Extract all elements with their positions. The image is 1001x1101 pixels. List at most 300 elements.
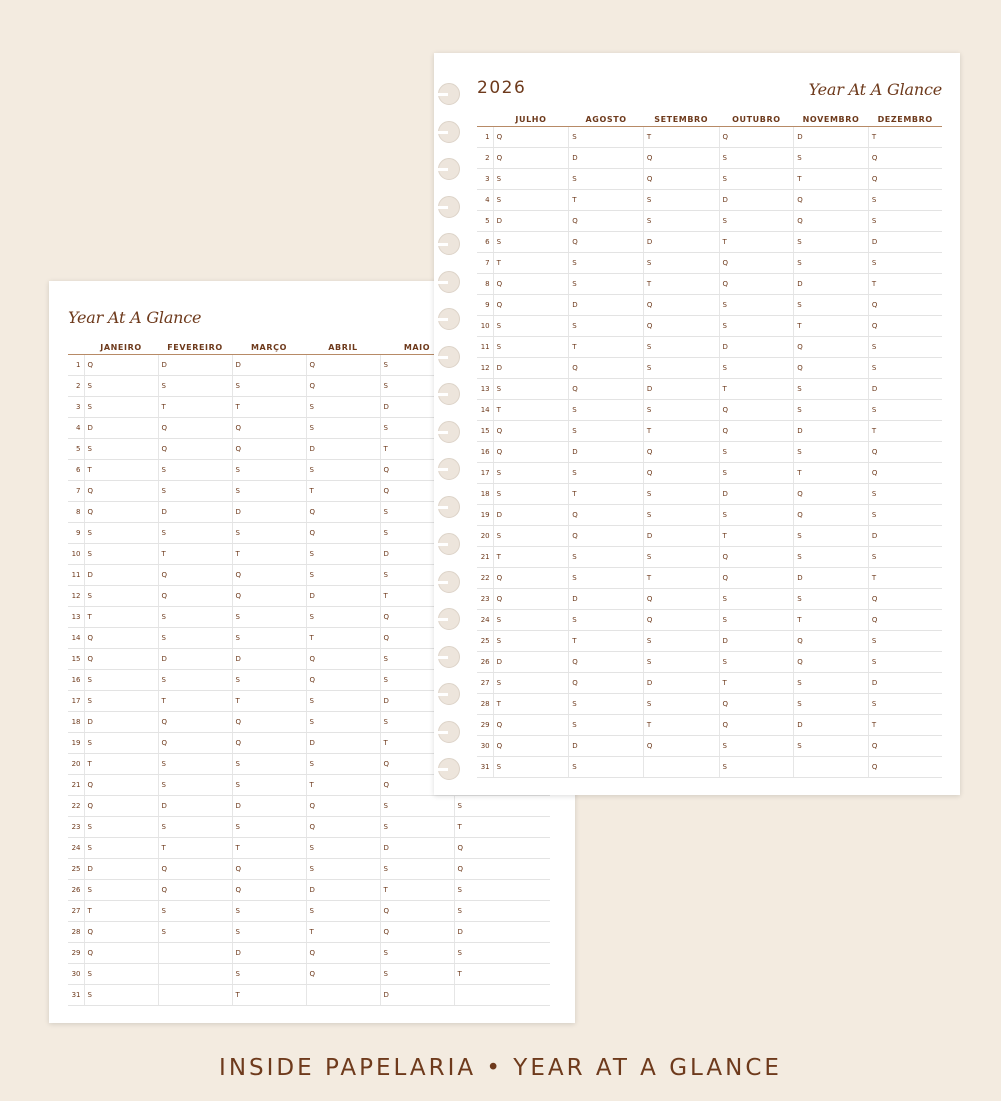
weekday-cell: S	[493, 190, 569, 211]
binder-disc-icon	[438, 83, 460, 105]
weekday-cell: T	[493, 547, 569, 568]
day-number: 3	[68, 397, 84, 418]
weekday-cell: Q	[380, 901, 454, 922]
day-number: 30	[477, 736, 493, 757]
weekday-cell: Q	[868, 463, 942, 484]
weekday-cell: D	[84, 418, 158, 439]
day-number: 22	[477, 568, 493, 589]
weekday-cell: S	[454, 796, 550, 817]
weekday-cell: S	[719, 757, 794, 778]
month-header: OUTUBRO	[719, 112, 794, 127]
weekday-cell: S	[569, 253, 644, 274]
weekday-cell: S	[84, 964, 158, 985]
weekday-cell: Q	[380, 922, 454, 943]
weekday-cell: Q	[306, 964, 380, 985]
weekday-cell: Q	[158, 859, 232, 880]
weekday-cell: T	[380, 439, 454, 460]
weekday-cell: Q	[794, 190, 869, 211]
day-row	[477, 379, 942, 400]
weekday-cell: Q	[719, 547, 794, 568]
weekday-cell: S	[380, 817, 454, 838]
weekday-cell: Q	[232, 565, 306, 586]
weekday-cell: S	[158, 922, 232, 943]
weekday-cell: S	[794, 673, 869, 694]
binder-disc-icon	[438, 608, 460, 630]
weekday-cell: Q	[232, 586, 306, 607]
weekday-cell: S	[868, 400, 942, 421]
month-header: SETEMBRO	[643, 112, 719, 127]
binder-disc-icon	[438, 421, 460, 443]
weekday-cell: D	[569, 442, 644, 463]
day-number: 26	[68, 880, 84, 901]
day-number: 25	[68, 859, 84, 880]
weekday-cell: S	[84, 670, 158, 691]
weekday-cell: Q	[719, 274, 794, 295]
weekday-cell: Q	[493, 274, 569, 295]
day-number: 2	[477, 148, 493, 169]
weekday-cell: S	[84, 838, 158, 859]
weekday-cell: D	[493, 358, 569, 379]
weekday-cell: T	[868, 127, 942, 148]
weekday-cell: D	[380, 985, 454, 1006]
binder-disc-icon	[438, 496, 460, 518]
weekday-cell: Q	[493, 568, 569, 589]
weekday-cell: S	[493, 631, 569, 652]
day-row	[477, 400, 942, 421]
weekday-cell: T	[306, 775, 380, 796]
weekday-cell: Q	[380, 628, 454, 649]
weekday-cell: D	[643, 379, 719, 400]
weekday-cell: T	[569, 190, 644, 211]
weekday-cell: Q	[306, 523, 380, 544]
day-number: 8	[68, 502, 84, 523]
day-number: 9	[477, 295, 493, 316]
weekday-cell: Q	[868, 442, 942, 463]
weekday-cell: S	[380, 964, 454, 985]
weekday-cell: Q	[643, 442, 719, 463]
weekday-cell: Q	[569, 526, 644, 547]
weekday-cell: S	[84, 523, 158, 544]
weekday-cell: S	[232, 523, 306, 544]
weekday-cell: S	[232, 460, 306, 481]
weekday-cell: Q	[868, 589, 942, 610]
weekday-cell: D	[232, 355, 306, 376]
weekday-cell: S	[232, 607, 306, 628]
weekday-cell: Q	[306, 355, 380, 376]
weekday-cell: D	[643, 232, 719, 253]
weekday-cell: Q	[569, 652, 644, 673]
weekday-cell: S	[868, 484, 942, 505]
weekday-cell: S	[84, 586, 158, 607]
weekday-cell: T	[643, 568, 719, 589]
weekday-cell: Q	[380, 460, 454, 481]
weekday-cell: T	[306, 628, 380, 649]
weekday-cell: S	[643, 190, 719, 211]
binder-disc-icon	[438, 458, 460, 480]
weekday-cell: S	[794, 694, 869, 715]
weekday-cell: D	[868, 232, 942, 253]
weekday-cell: Q	[380, 481, 454, 502]
weekday-cell: S	[569, 127, 644, 148]
day-number: 5	[477, 211, 493, 232]
day-number: 29	[477, 715, 493, 736]
day-row	[477, 463, 942, 484]
binder-disc-icon	[438, 721, 460, 743]
binder-disc-icon	[438, 346, 460, 368]
day-number: 20	[68, 754, 84, 775]
weekday-cell: S	[493, 673, 569, 694]
month-header: NOVEMBRO	[794, 112, 869, 127]
weekday-cell: T	[643, 421, 719, 442]
weekday-cell: S	[84, 439, 158, 460]
weekday-cell: Q	[794, 505, 869, 526]
weekday-cell: S	[569, 274, 644, 295]
weekday-cell: S	[868, 253, 942, 274]
day-number: 10	[68, 544, 84, 565]
weekday-cell: Q	[454, 859, 550, 880]
weekday-cell: S	[84, 733, 158, 754]
weekday-cell: S	[643, 505, 719, 526]
day-row	[68, 922, 550, 943]
weekday-cell: S	[232, 922, 306, 943]
weekday-cell: D	[794, 421, 869, 442]
weekday-cell: S	[643, 253, 719, 274]
weekday-cell: D	[493, 211, 569, 232]
weekday-cell: Q	[643, 736, 719, 757]
day-row	[477, 211, 942, 232]
weekday-cell: S	[306, 460, 380, 481]
weekday-cell: D	[569, 148, 644, 169]
day-row	[477, 547, 942, 568]
weekday-cell: D	[306, 586, 380, 607]
weekday-cell: D	[719, 631, 794, 652]
weekday-cell: T	[569, 484, 644, 505]
day-number: 22	[68, 796, 84, 817]
weekday-cell: S	[794, 232, 869, 253]
weekday-cell: D	[158, 502, 232, 523]
weekday-cell: Q	[306, 502, 380, 523]
weekday-cell: T	[380, 880, 454, 901]
weekday-cell: Q	[380, 607, 454, 628]
day-number: 1	[477, 127, 493, 148]
weekday-cell: Q	[719, 715, 794, 736]
weekday-cell: Q	[794, 211, 869, 232]
day-row	[477, 736, 942, 757]
month-header: ABRIL	[306, 340, 380, 355]
day-number: 2	[68, 376, 84, 397]
weekday-cell: D	[794, 127, 869, 148]
weekday-cell: S	[643, 652, 719, 673]
weekday-cell: Q	[794, 337, 869, 358]
weekday-cell: Q	[643, 295, 719, 316]
weekday-cell: Q	[232, 418, 306, 439]
weekday-cell: D	[306, 880, 380, 901]
weekday-cell: Q	[158, 880, 232, 901]
weekday-cell: S	[868, 547, 942, 568]
day-row	[68, 964, 550, 985]
weekday-cell: S	[380, 670, 454, 691]
weekday-cell: D	[569, 736, 644, 757]
weekday-cell: Q	[719, 253, 794, 274]
weekday-cell: D	[380, 397, 454, 418]
day-row	[477, 316, 942, 337]
weekday-cell: T	[569, 337, 644, 358]
day-number: 23	[68, 817, 84, 838]
day-number: 16	[477, 442, 493, 463]
month-header: JANEIRO	[84, 340, 158, 355]
day-number: 21	[477, 547, 493, 568]
day-row	[477, 442, 942, 463]
day-row	[477, 610, 942, 631]
day-number: 21	[68, 775, 84, 796]
weekday-cell: S	[569, 610, 644, 631]
weekday-cell: S	[84, 691, 158, 712]
weekday-cell: S	[232, 754, 306, 775]
day-row	[477, 358, 942, 379]
weekday-cell: Q	[493, 295, 569, 316]
weekday-cell: Q	[643, 463, 719, 484]
weekday-cell: S	[719, 211, 794, 232]
weekday-cell: D	[232, 502, 306, 523]
weekday-cell: T	[493, 253, 569, 274]
weekday-cell: T	[569, 631, 644, 652]
weekday-cell: T	[232, 397, 306, 418]
weekday-cell: S	[794, 589, 869, 610]
day-number: 11	[477, 337, 493, 358]
weekday-cell: D	[232, 649, 306, 670]
weekday-cell: Q	[868, 610, 942, 631]
weekday-cell: D	[158, 796, 232, 817]
weekday-cell: Q	[868, 316, 942, 337]
weekday-cell: S	[380, 502, 454, 523]
weekday-cell: Q	[84, 796, 158, 817]
day-number: 25	[477, 631, 493, 652]
weekday-cell: Q	[868, 295, 942, 316]
weekday-cell: S	[868, 190, 942, 211]
weekday-cell: Q	[794, 484, 869, 505]
weekday-cell: S	[232, 628, 306, 649]
day-row	[68, 817, 550, 838]
weekday-cell: S	[794, 526, 869, 547]
day-row	[68, 796, 550, 817]
weekday-cell: S	[232, 901, 306, 922]
weekday-cell: Q	[493, 127, 569, 148]
day-number: 31	[477, 757, 493, 778]
weekday-cell: Q	[232, 880, 306, 901]
day-row	[68, 901, 550, 922]
weekday-cell: Q	[84, 922, 158, 943]
weekday-cell: Q	[158, 586, 232, 607]
binder-disc-icon	[438, 271, 460, 293]
weekday-cell: Q	[493, 715, 569, 736]
weekday-cell: T	[84, 607, 158, 628]
weekday-cell: Q	[306, 649, 380, 670]
weekday-cell: Q	[569, 232, 644, 253]
weekday-cell: S	[643, 694, 719, 715]
weekday-cell: S	[84, 376, 158, 397]
weekday-cell: S	[794, 295, 869, 316]
weekday-cell: Q	[794, 358, 869, 379]
weekday-cell	[454, 985, 550, 1006]
binder-disc-icon	[438, 533, 460, 555]
weekday-cell: D	[380, 691, 454, 712]
weekday-cell: S	[380, 943, 454, 964]
day-row	[477, 253, 942, 274]
day-number-header	[477, 112, 493, 127]
weekday-cell: T	[719, 526, 794, 547]
calendar-table-jul-dec	[477, 112, 942, 778]
month-header: JULHO	[493, 112, 569, 127]
planner-page-second-half	[434, 53, 960, 795]
weekday-cell: S	[158, 523, 232, 544]
weekday-cell: S	[380, 376, 454, 397]
weekday-cell: S	[719, 316, 794, 337]
weekday-cell: S	[306, 544, 380, 565]
weekday-cell: D	[794, 715, 869, 736]
weekday-cell: S	[493, 463, 569, 484]
weekday-cell: S	[868, 211, 942, 232]
weekday-cell: S	[643, 211, 719, 232]
weekday-cell: D	[868, 379, 942, 400]
weekday-cell: S	[232, 376, 306, 397]
weekday-cell: S	[794, 148, 869, 169]
day-number: 6	[68, 460, 84, 481]
weekday-cell: T	[454, 964, 550, 985]
weekday-cell: S	[84, 397, 158, 418]
weekday-cell: S	[158, 754, 232, 775]
weekday-cell: S	[569, 757, 644, 778]
day-number: 4	[477, 190, 493, 211]
weekday-cell: S	[794, 253, 869, 274]
day-row	[477, 568, 942, 589]
day-row	[477, 652, 942, 673]
weekday-cell: Q	[794, 631, 869, 652]
page-title: Year At A Glance	[808, 80, 942, 99]
weekday-cell: S	[868, 652, 942, 673]
day-number: 24	[477, 610, 493, 631]
weekday-cell: S	[380, 649, 454, 670]
weekday-cell: S	[232, 964, 306, 985]
weekday-cell: Q	[84, 628, 158, 649]
weekday-cell: S	[306, 607, 380, 628]
weekday-cell: D	[719, 190, 794, 211]
weekday-cell: Q	[493, 442, 569, 463]
binder-disc-icon	[438, 646, 460, 668]
weekday-cell: D	[493, 505, 569, 526]
weekday-cell: Q	[306, 376, 380, 397]
weekday-cell: S	[493, 379, 569, 400]
binder-disc-icon	[438, 683, 460, 705]
month-header: MAIO	[380, 340, 454, 355]
day-number: 26	[477, 652, 493, 673]
day-row	[477, 673, 942, 694]
weekday-cell: S	[569, 694, 644, 715]
weekday-cell: S	[158, 628, 232, 649]
weekday-cell: Q	[232, 733, 306, 754]
day-row	[477, 505, 942, 526]
weekday-cell: Q	[493, 148, 569, 169]
weekday-cell: S	[454, 943, 550, 964]
weekday-cell: S	[868, 505, 942, 526]
weekday-cell: Q	[158, 565, 232, 586]
weekday-cell: S	[84, 817, 158, 838]
weekday-cell: S	[493, 169, 569, 190]
weekday-cell	[794, 757, 869, 778]
weekday-cell: Q	[306, 817, 380, 838]
day-number: 18	[68, 712, 84, 733]
weekday-cell: D	[794, 568, 869, 589]
weekday-cell: Q	[719, 568, 794, 589]
weekday-cell: T	[493, 400, 569, 421]
day-number: 13	[68, 607, 84, 628]
day-number: 31	[68, 985, 84, 1006]
day-number: 15	[68, 649, 84, 670]
weekday-cell: D	[380, 838, 454, 859]
weekday-cell: S	[493, 757, 569, 778]
day-number: 11	[68, 565, 84, 586]
weekday-cell: S	[643, 337, 719, 358]
weekday-cell: S	[643, 547, 719, 568]
weekday-cell: Q	[569, 505, 644, 526]
weekday-cell: T	[232, 544, 306, 565]
weekday-cell: Q	[454, 838, 550, 859]
day-row	[477, 694, 942, 715]
weekday-cell: S	[158, 670, 232, 691]
day-row	[477, 757, 942, 778]
weekday-cell: T	[84, 460, 158, 481]
weekday-cell: S	[158, 817, 232, 838]
weekday-cell: S	[569, 568, 644, 589]
weekday-cell: T	[306, 922, 380, 943]
weekday-cell: D	[84, 565, 158, 586]
weekday-cell: Q	[380, 775, 454, 796]
weekday-cell: D	[306, 733, 380, 754]
day-number: 19	[477, 505, 493, 526]
weekday-cell: S	[794, 547, 869, 568]
day-number: 28	[477, 694, 493, 715]
weekday-cell: S	[493, 484, 569, 505]
weekday-cell: Q	[158, 712, 232, 733]
month-header: MARÇO	[232, 340, 306, 355]
weekday-cell: S	[569, 169, 644, 190]
day-number: 27	[68, 901, 84, 922]
weekday-cell: Q	[84, 943, 158, 964]
weekday-cell: Q	[569, 358, 644, 379]
weekday-cell: S	[493, 232, 569, 253]
footer-brand: INSIDE PAPELARIA • YEAR AT A GLANCE	[219, 1055, 782, 1081]
weekday-cell: S	[719, 505, 794, 526]
day-number: 20	[477, 526, 493, 547]
day-row	[477, 631, 942, 652]
weekday-cell: S	[306, 859, 380, 880]
weekday-cell: D	[868, 673, 942, 694]
weekday-cell: D	[868, 526, 942, 547]
weekday-cell: T	[232, 838, 306, 859]
weekday-cell: T	[306, 481, 380, 502]
day-number: 17	[68, 691, 84, 712]
weekday-cell: S	[719, 358, 794, 379]
weekday-cell: S	[493, 610, 569, 631]
day-row	[477, 715, 942, 736]
weekday-cell: D	[84, 859, 158, 880]
binder-disc-icon	[438, 233, 460, 255]
weekday-cell: S	[158, 376, 232, 397]
weekday-cell: S	[158, 607, 232, 628]
weekday-cell: T	[158, 397, 232, 418]
month-header: DEZEMBRO	[868, 112, 942, 127]
weekday-cell: D	[719, 484, 794, 505]
weekday-cell: Q	[569, 211, 644, 232]
